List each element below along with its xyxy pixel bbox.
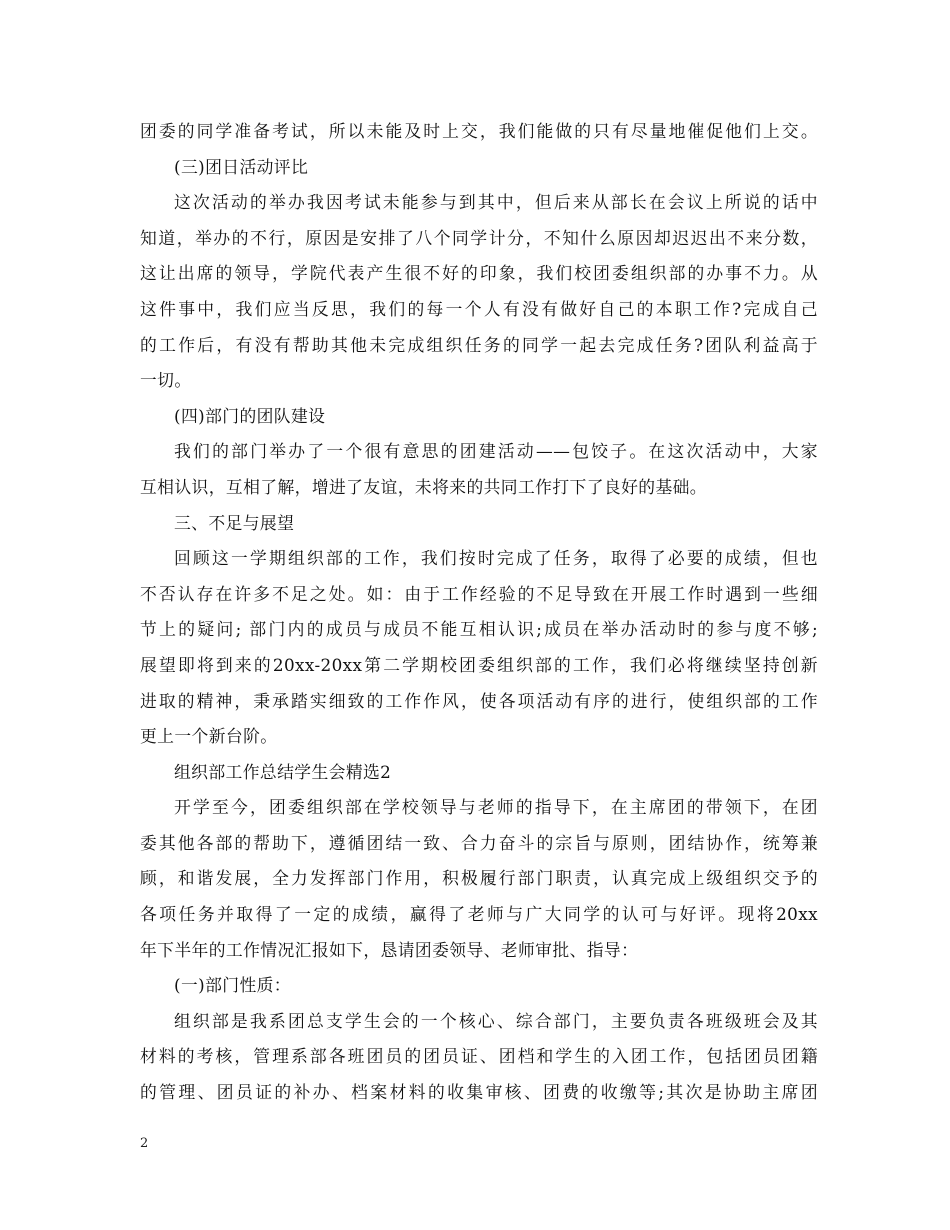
section-heading: 三、不足与展望	[174, 512, 295, 533]
document-body	[140, 114, 818, 1111]
page-number: 2	[140, 1136, 149, 1151]
paragraph-line: 展望即将到来的20xx-20xx第二学期校团委组织部的工作，我们必将继续坚持创新	[140, 654, 818, 675]
paragraph-line: 顾，和谐发展，全力发挥部门作用，积极履行部门职责，认真完成上级组织交予的	[140, 868, 818, 889]
section-title: 组织部工作总结学生会精选2	[174, 761, 392, 782]
paragraph-line: 更上一个新台阶。	[140, 726, 278, 747]
paragraph-line: 的管理、团员证的补办、档案材料的收集审核、团费的收缴等;其次是协助主席团	[140, 1082, 818, 1103]
paragraph-line: 这次活动的举办我因考试未能参与到其中，但后来从部长在会议上所说的话中	[174, 192, 818, 213]
paragraph-line: 委其他各部的帮助下，遵循团结一致、合力奋斗的宗旨与原则，团结协作，统筹兼	[140, 832, 818, 853]
section-heading: (四)部门的团队建设	[174, 405, 326, 426]
paragraph-line: 不否认存在许多不足之处。如：由于工作经验的不足导致在开展工作时遇到一些细	[140, 583, 818, 604]
paragraph-line: 我们的部门举办了一个很有意思的团建活动——包饺子。在这次活动中，大家	[174, 441, 818, 462]
paragraph-line: 这件事中，我们应当反思，我们的每一个人有没有做好自己的本职工作?完成自己	[140, 298, 818, 319]
paragraph-line: 这让出席的领导，学院代表产生很不好的印象，我们校团委组织部的办事不力。从	[140, 263, 818, 284]
section-heading: (一)部门性质：	[174, 975, 291, 996]
paragraph-line: 材料的考核，管理系部各班团员的团员证、团档和学生的入团工作，包括团员团籍	[140, 1046, 818, 1067]
paragraph-line: 进取的精神，秉承踏实细致的工作作风，使各项活动有序的进行，使组织部的工作	[140, 690, 818, 711]
paragraph-line: 一切。	[140, 370, 192, 391]
paragraph-line: 年下半年的工作情况汇报如下，恳请团委领导、老师审批、指导：	[140, 939, 639, 960]
paragraph-line: 知道，举办的不行，原因是安排了八个同学计分，不知什么原因却迟迟出不来分数，	[140, 227, 818, 248]
section-heading: (三)团日活动评比	[174, 156, 309, 177]
paragraph-line: 各项任务并取得了一定的成绩，赢得了老师与广大同学的认可与好评。现将20xx	[140, 904, 818, 925]
paragraph-line: 互相认识，互相了解，增进了友谊，未将来的共同工作打下了良好的基础。	[140, 476, 707, 497]
paragraph-line: 回顾这一学期组织部的工作，我们按时完成了任务，取得了必要的成绩，但也	[174, 548, 818, 569]
paragraph-line: 的工作后，有没有帮助其他未完成组织任务的同学一起去完成任务?团队利益高于	[140, 334, 818, 355]
paragraph-line: 团委的同学准备考试，所以未能及时上交，我们能做的只有尽量地催促他们上交。	[140, 121, 818, 141]
paragraph-line: 开学至今，团委组织部在学校领导与老师的指导下，在主席团的带领下，在团	[174, 797, 818, 818]
paragraph-line: 组织部是我系团总支学生会的一个核心、综合部门，主要负责各班级班会及其	[174, 1010, 818, 1031]
paragraph-line: 节上的疑问; 部门内的成员与成员不能互相认识;成员在举办活动时的参与度不够;	[140, 619, 818, 640]
